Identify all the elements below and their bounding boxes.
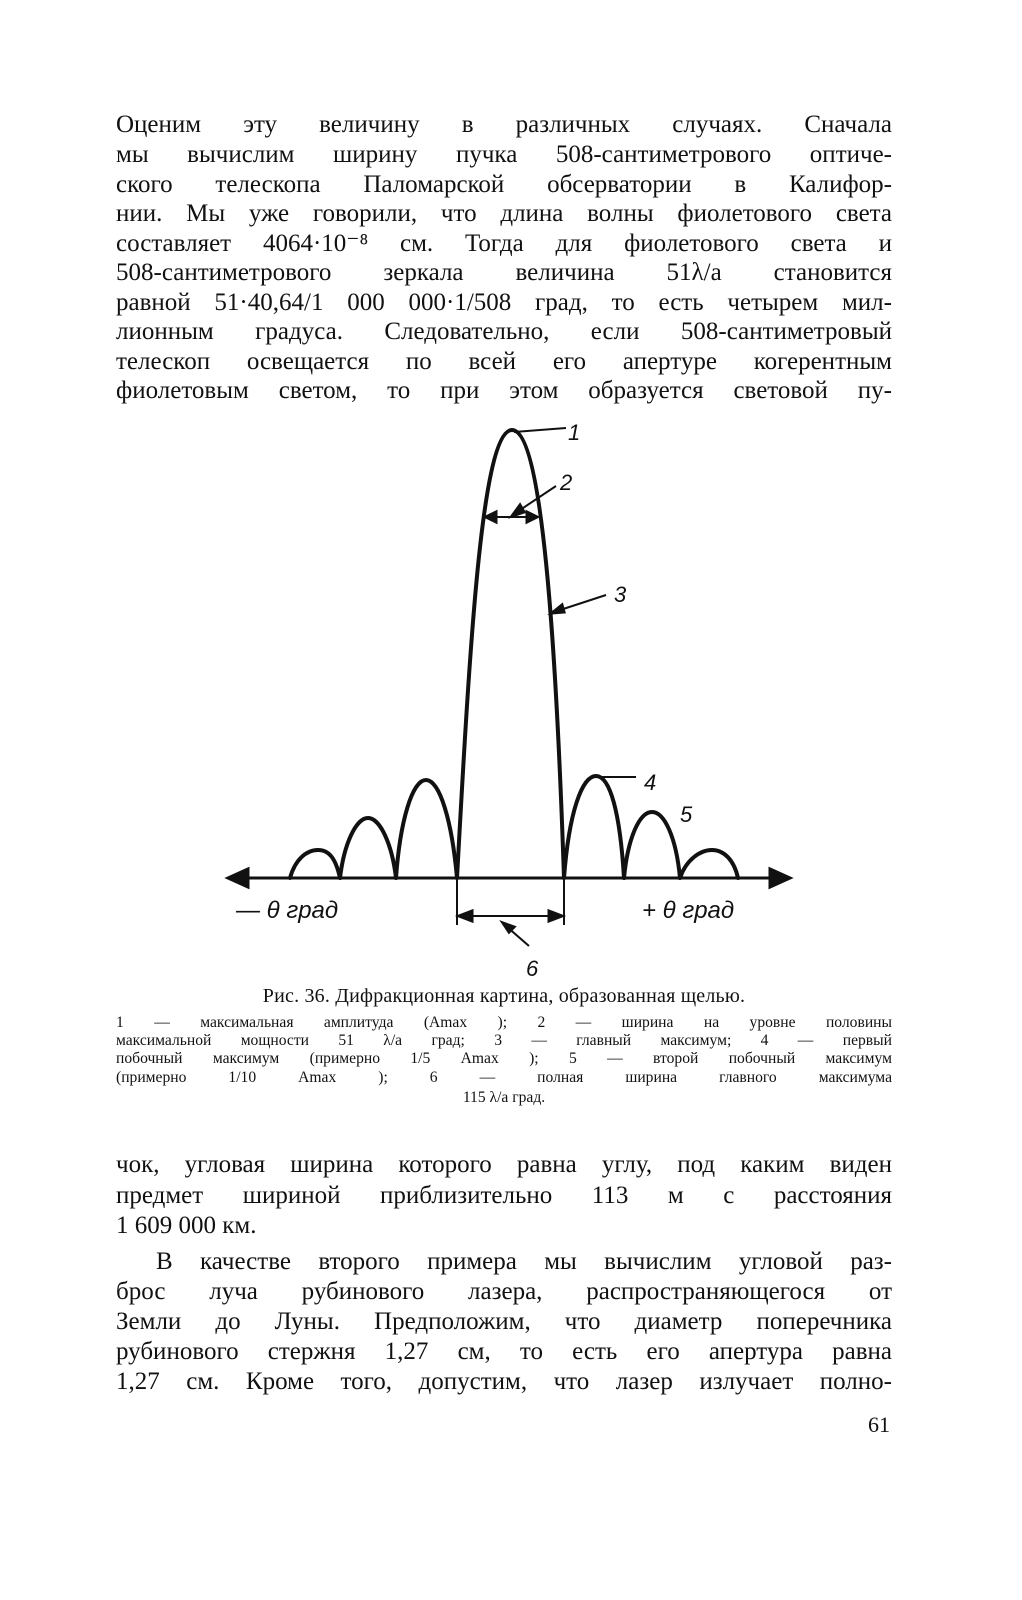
text-line: Земли до Луны. Предположим, что диаметр поперечника (116, 1308, 892, 1335)
caption-title: Рис. 36. Дифракционная картина, образованная щелью. (262, 985, 746, 1007)
text-line: В качестве второго примера мы вычислим угловой раз- (156, 1248, 892, 1275)
caption-line: 1 — максимальная амплитуда (Amax ); 2 — ширина на уровне половины (116, 1014, 892, 1031)
text-line: брос луча рубинового лазера, распространяющегося от (116, 1278, 892, 1305)
text-line: рубинового стержня 1,27 см, то есть его апертура равна (116, 1338, 892, 1365)
first-side-maximum-right (564, 776, 624, 878)
text-line: 1,27 см. Кроме того, допустим, что лазер излучает полно- (116, 1368, 892, 1395)
caption-line: 115 λ/a град. (462, 1088, 546, 1106)
text-line: чок, угловая ширина которого равна углу, под каким виден (116, 1151, 892, 1178)
axis-arrow-left (228, 869, 248, 887)
caption-line: (примерно 1/10 Amax ); 6 — полная ширина главного максимума (116, 1068, 892, 1086)
figure-caption (116, 985, 892, 1107)
caption-line: максимальной мощности 51 λ/a град; 3 — главный максимум; 4 — первый (116, 1032, 892, 1050)
text-line: равной 51·40,64/1 000 000·1/508 град, то есть четырем мил- (116, 289, 892, 316)
text-line: телескоп освещается по всей его апертуре когерентным (116, 348, 892, 375)
main-maximum (457, 430, 564, 878)
label-3: 3 (614, 582, 627, 607)
label-4: 4 (644, 770, 657, 795)
third-side-maximum-left (290, 850, 340, 878)
label-2: 2 (560, 470, 573, 495)
text-line: лионным градуса. Следовательно, если 508-сантиметровый (116, 318, 892, 345)
text-line: нии. Мы уже говорили, что длина волны фиолетового света (116, 200, 892, 227)
second-side-maximum-right (624, 812, 680, 878)
text-line: Оценим эту величину в различных случаях. Сначала (116, 111, 892, 138)
text-line: фиолетовым светом, то при этом образуется световой пу- (116, 377, 892, 404)
second-side-maximum-left (340, 818, 396, 878)
caption-line: побочный максимум (примерно 1/5 Amax ); 5 — второй побочный максимум (116, 1050, 892, 1068)
third-side-maximum-right (680, 850, 738, 878)
text-line: ского телескопа Паломарской обсерватории в Калифор- (116, 171, 892, 198)
text-line: 508-сантиметрового зеркала величина 51λ/a становится (116, 259, 892, 286)
label-6: 6 (526, 956, 539, 981)
label-5: 5 (680, 802, 693, 827)
negative-theta-label: — θ град (236, 897, 339, 924)
axis-arrow-right (770, 869, 790, 887)
label-1: 1 (568, 420, 581, 445)
first-side-maximum-left (396, 780, 457, 878)
text-line: мы вычислим ширину пучка 508-сантиметрового оптиче- (116, 141, 892, 168)
positive-theta-label: + θ град (642, 897, 735, 924)
text-line: предмет шириной приблизительно 113 м с расстояния (116, 1182, 892, 1209)
page-number: 61 (868, 1412, 890, 1437)
text-line: составляет 4064·10⁻⁸ см. Тогда для фиолетового света и (116, 230, 892, 257)
text-line: 1 609 000 км. (116, 1212, 257, 1239)
